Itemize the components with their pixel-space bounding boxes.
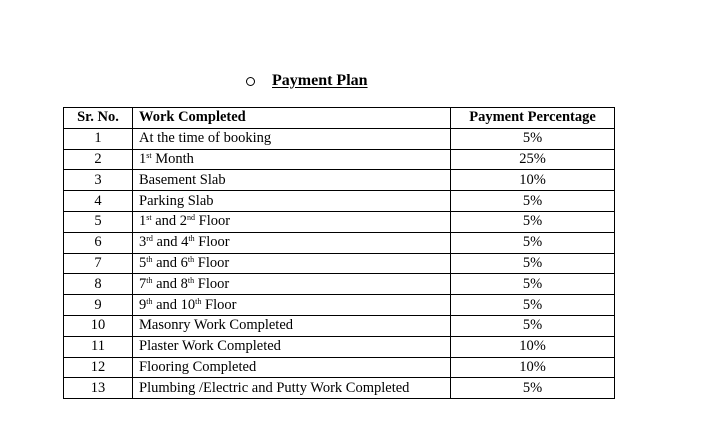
cell-payment-percentage: 25% [451, 149, 615, 170]
work-text: Floor [201, 296, 237, 313]
table-row [64, 378, 615, 399]
cell-sr-no: 1 [64, 128, 133, 149]
ordinal-suffix: th [187, 254, 195, 264]
cell-sr-no: 4 [64, 191, 133, 212]
cell-sr-no: 7 [64, 253, 133, 274]
cell-payment-percentage: 5% [451, 295, 615, 316]
work-text: 9 [139, 296, 147, 313]
work-text: and 10 [152, 296, 196, 313]
cell-work-completed [133, 295, 451, 316]
cell-work-completed [133, 315, 451, 336]
cell-payment-percentage: 10% [451, 336, 615, 357]
cell-sr-no: 12 [64, 357, 133, 378]
work-text: and 6 [152, 254, 188, 271]
work-text: Floor [195, 213, 231, 230]
header-payment-percentage: Payment Percentage [451, 108, 615, 129]
work-text: and 8 [152, 275, 188, 292]
payment-plan-table [63, 107, 615, 399]
cell-work-completed [133, 274, 451, 295]
cell-payment-percentage: 5% [451, 274, 615, 295]
work-text: Plumbing /Electric and Putty Work Completed [139, 379, 410, 396]
work-text: Basement Slab [139, 171, 226, 188]
cell-sr-no: 3 [64, 170, 133, 191]
work-text: At the time of booking [139, 130, 272, 147]
work-text: Month [151, 150, 194, 167]
payment-plan-title: Payment Plan [272, 72, 368, 89]
cell-payment-percentage: 5% [451, 253, 615, 274]
table-row [64, 170, 615, 191]
ordinal-suffix: th [188, 234, 195, 244]
table-row [64, 232, 615, 253]
table-row [64, 149, 615, 170]
work-text: Masonry Work Completed [139, 317, 294, 334]
table-row [64, 336, 615, 357]
ordinal-suffix: st [146, 150, 152, 160]
table-row [64, 128, 615, 149]
cell-work-completed [133, 378, 451, 399]
ordinal-suffix: nd [187, 213, 196, 223]
cell-work-completed [133, 191, 451, 212]
work-text: Flooring Completed [139, 358, 257, 375]
cell-payment-percentage: 5% [451, 128, 615, 149]
circle-bullet-icon [246, 77, 255, 86]
cell-work-completed [133, 253, 451, 274]
cell-sr-no: 9 [64, 295, 133, 316]
ordinal-suffix: th [146, 254, 153, 264]
table-header [64, 108, 615, 129]
cell-work-completed [133, 128, 451, 149]
cell-work-completed [133, 357, 451, 378]
cell-sr-no: 6 [64, 232, 133, 253]
work-text: 1 [139, 213, 147, 230]
cell-sr-no: 2 [64, 149, 133, 170]
section-heading [246, 70, 368, 92]
cell-sr-no: 13 [64, 378, 133, 399]
cell-work-completed [133, 211, 451, 232]
work-text: 1 [139, 150, 147, 167]
cell-sr-no: 11 [64, 336, 133, 357]
header-row [64, 108, 615, 129]
ordinal-suffix: rd [146, 234, 153, 244]
work-text: Floor [194, 275, 230, 292]
cell-sr-no: 8 [64, 274, 133, 295]
table-row [64, 253, 615, 274]
cell-work-completed [133, 149, 451, 170]
ordinal-suffix: st [146, 213, 152, 223]
table-row [64, 357, 615, 378]
table-row [64, 315, 615, 336]
cell-payment-percentage: 5% [451, 232, 615, 253]
header-sr-no: Sr. No. [64, 108, 133, 129]
table-row [64, 191, 615, 212]
cell-work-completed [133, 170, 451, 191]
cell-payment-percentage: 5% [451, 378, 615, 399]
table-row [64, 295, 615, 316]
work-text: Floor [194, 254, 230, 271]
work-text: 5 [139, 254, 147, 271]
cell-payment-percentage: 10% [451, 170, 615, 191]
ordinal-suffix: th [146, 296, 153, 306]
work-text: 7 [139, 275, 147, 292]
cell-payment-percentage: 5% [451, 191, 615, 212]
ordinal-suffix: th [187, 275, 195, 285]
cell-payment-percentage: 5% [451, 211, 615, 232]
cell-payment-percentage: 5% [451, 315, 615, 336]
work-text: Plaster Work Completed [139, 338, 281, 355]
work-text: and 2 [151, 213, 188, 230]
cell-sr-no: 5 [64, 211, 133, 232]
cell-payment-percentage: 10% [451, 357, 615, 378]
ordinal-suffix: th [195, 296, 202, 306]
cell-sr-no: 10 [64, 315, 133, 336]
work-text: 3 [139, 234, 147, 251]
header-work-completed: Work Completed [133, 108, 451, 129]
table-row [64, 274, 615, 295]
work-text: and 4 [152, 234, 189, 251]
cell-work-completed [133, 336, 451, 357]
table-body [64, 128, 615, 398]
ordinal-suffix: th [146, 275, 153, 285]
table-row [64, 211, 615, 232]
cell-work-completed [133, 232, 451, 253]
work-text: Parking Slab [139, 192, 214, 209]
work-text: Floor [194, 234, 230, 251]
